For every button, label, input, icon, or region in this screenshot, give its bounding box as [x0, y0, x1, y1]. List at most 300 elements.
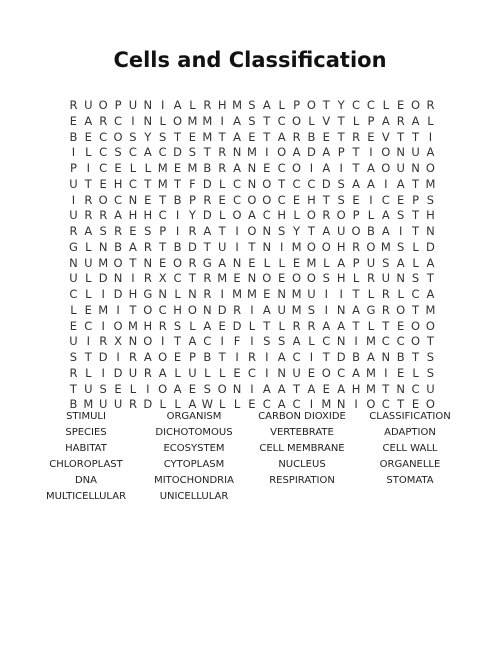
grid-letter[interactable]: S [203, 381, 211, 396]
grid-letter[interactable]: D [217, 302, 227, 317]
grid-letter[interactable]: R [203, 271, 212, 286]
grid-letter[interactable]: I [220, 334, 224, 349]
grid-letter[interactable]: T [263, 113, 271, 128]
grid-letter[interactable]: O [247, 192, 257, 207]
grid-letter[interactable]: C [352, 98, 361, 112]
grid-letter[interactable]: L [189, 318, 196, 333]
grid-letter[interactable]: T [129, 255, 137, 270]
grid-letter[interactable]: R [381, 302, 390, 317]
grid-letter[interactable]: F [189, 176, 196, 191]
grid-letter[interactable]: O [113, 318, 123, 333]
grid-letter[interactable]: D [98, 271, 108, 286]
grid-letter[interactable]: S [337, 192, 345, 207]
grid-letter[interactable]: A [277, 397, 286, 412]
grid-letter[interactable]: N [396, 145, 405, 160]
grid-letter[interactable]: N [262, 239, 272, 254]
grid-letter[interactable]: R [128, 397, 137, 412]
grid-letter[interactable]: A [233, 113, 241, 128]
grid-letter[interactable]: R [203, 287, 212, 301]
grid-letter[interactable]: R [203, 192, 212, 207]
grid-letter[interactable]: U [113, 397, 123, 412]
grid-letter[interactable]: D [173, 145, 182, 160]
grid-letter[interactable]: A [233, 129, 241, 144]
grid-letter[interactable]: N [203, 302, 212, 317]
grid-letter[interactable]: D [426, 239, 435, 254]
grid-letter[interactable]: C [158, 145, 167, 160]
grid-letter[interactable]: O [292, 113, 302, 128]
grid-letter[interactable]: N [143, 255, 153, 270]
grid-letter[interactable]: O [292, 271, 302, 286]
grid-letter[interactable]: E [114, 161, 122, 175]
grid-letter[interactable]: N [232, 255, 242, 270]
grid-letter[interactable]: M [202, 129, 213, 144]
grid-letter[interactable]: E [69, 318, 78, 333]
grid-letter[interactable]: D [143, 397, 153, 412]
grid-letter[interactable]: L [367, 287, 375, 301]
grid-letter[interactable]: U [69, 208, 78, 223]
grid-letter[interactable]: A [322, 161, 331, 175]
grid-letter[interactable]: T [412, 350, 420, 364]
grid-letter[interactable]: E [322, 129, 330, 144]
grid-letter[interactable]: N [381, 350, 391, 364]
grid-letter[interactable]: C [84, 318, 93, 333]
grid-letter[interactable]: D [232, 318, 242, 333]
grid-letter[interactable]: R [381, 287, 390, 301]
grid-letter[interactable]: I [86, 334, 91, 349]
grid-letter[interactable]: O [262, 271, 272, 286]
grid-letter[interactable]: U [69, 334, 78, 349]
grid-letter[interactable]: A [262, 98, 271, 112]
grid-letter[interactable]: V [381, 129, 390, 144]
grid-letter[interactable]: B [203, 161, 212, 175]
grid-letter[interactable]: L [129, 161, 137, 175]
grid-letter[interactable]: I [265, 365, 269, 380]
grid-letter[interactable]: M [425, 302, 436, 317]
grid-letter[interactable]: O [158, 381, 168, 396]
grid-letter[interactable]: D [321, 176, 331, 191]
grid-letter[interactable]: O [411, 318, 421, 333]
grid-letter[interactable]: O [262, 192, 272, 207]
grid-letter[interactable]: T [397, 397, 405, 412]
grid-letter[interactable]: E [129, 224, 137, 238]
grid-letter[interactable]: S [144, 224, 152, 238]
grid-letter[interactable]: N [336, 334, 346, 349]
grid-letter[interactable]: C [173, 271, 182, 286]
grid-letter[interactable]: A [84, 224, 93, 238]
grid-letter[interactable]: L [218, 397, 226, 412]
grid-letter[interactable]: T [159, 192, 167, 207]
grid-letter[interactable]: P [367, 113, 375, 128]
grid-letter[interactable]: R [99, 334, 108, 349]
grid-letter[interactable]: L [412, 239, 419, 254]
grid-letter[interactable]: A [188, 397, 197, 412]
grid-letter[interactable]: L [278, 255, 285, 270]
grid-letter[interactable]: N [396, 381, 405, 396]
grid-letter[interactable]: R [292, 129, 301, 144]
grid-letter[interactable]: R [366, 271, 375, 286]
grid-letter[interactable]: I [369, 192, 373, 207]
grid-letter[interactable]: O [232, 208, 242, 223]
grid-letter[interactable]: I [265, 350, 269, 364]
grid-letter[interactable]: T [159, 239, 167, 254]
grid-letter[interactable]: T [382, 318, 390, 333]
grid-letter[interactable]: U [84, 98, 93, 112]
grid-letter[interactable]: I [354, 334, 358, 349]
grid-letter[interactable]: P [114, 98, 122, 112]
grid-letter[interactable]: U [128, 98, 138, 112]
grid-letter[interactable]: A [233, 161, 241, 175]
grid-letter[interactable]: G [68, 239, 78, 254]
grid-letter[interactable]: T [84, 176, 92, 191]
grid-letter[interactable]: T [174, 176, 182, 191]
grid-letter[interactable]: E [411, 397, 420, 412]
grid-letter[interactable]: A [322, 318, 331, 333]
grid-letter[interactable]: E [352, 192, 360, 207]
grid-letter[interactable]: M [291, 302, 302, 317]
grid-letter[interactable]: U [98, 397, 108, 412]
grid-letter[interactable]: U [69, 271, 78, 286]
grid-letter[interactable]: N [336, 397, 346, 412]
grid-letter[interactable]: L [293, 208, 300, 223]
grid-letter[interactable]: Y [337, 98, 345, 112]
grid-letter[interactable]: R [233, 302, 242, 317]
grid-letter[interactable]: A [381, 113, 390, 128]
grid-letter[interactable]: E [173, 350, 182, 364]
grid-letter[interactable]: A [262, 302, 271, 317]
grid-letter[interactable]: T [84, 350, 92, 364]
grid-letter[interactable]: T [412, 208, 420, 223]
grid-letter[interactable]: D [202, 176, 212, 191]
grid-letter[interactable]: R [114, 224, 123, 238]
grid-letter[interactable]: E [84, 302, 92, 317]
grid-letter[interactable]: I [116, 350, 120, 364]
grid-letter[interactable]: E [248, 397, 256, 412]
grid-letter[interactable]: S [69, 350, 78, 364]
grid-letter[interactable]: O [366, 239, 376, 254]
grid-letter[interactable]: O [158, 350, 168, 364]
grid-letter[interactable]: L [159, 113, 166, 128]
grid-letter[interactable]: I [131, 271, 135, 286]
grid-letter[interactable]: D [113, 365, 123, 380]
grid-letter[interactable]: T [218, 350, 226, 364]
grid-letter[interactable]: E [322, 381, 330, 396]
grid-letter[interactable]: L [85, 365, 92, 380]
grid-letter[interactable]: E [69, 113, 78, 128]
grid-letter[interactable]: A [114, 208, 122, 223]
grid-letter[interactable]: I [101, 318, 105, 333]
grid-letter[interactable]: A [352, 176, 360, 191]
grid-letter[interactable]: N [426, 224, 435, 238]
grid-letter[interactable]: M [425, 176, 436, 191]
grid-letter[interactable]: P [337, 145, 345, 160]
grid-letter[interactable]: E [292, 255, 301, 270]
grid-letter[interactable]: C [277, 192, 286, 207]
grid-letter[interactable]: A [411, 113, 420, 128]
grid-letter[interactable]: T [337, 113, 345, 128]
grid-letter[interactable]: T [397, 129, 405, 144]
grid-letter[interactable]: I [384, 365, 388, 380]
grid-letter[interactable]: G [143, 287, 153, 301]
grid-letter[interactable]: W [201, 397, 213, 412]
grid-letter[interactable]: L [308, 113, 315, 128]
grid-letter[interactable]: E [114, 381, 122, 396]
grid-letter[interactable]: F [233, 334, 241, 349]
grid-letter[interactable]: A [307, 381, 316, 396]
grid-letter[interactable]: M [232, 98, 243, 112]
grid-letter[interactable]: R [247, 350, 256, 364]
grid-letter[interactable]: S [337, 176, 345, 191]
grid-letter[interactable]: M [365, 365, 376, 380]
grid-letter[interactable]: A [337, 381, 346, 396]
grid-letter[interactable]: O [173, 255, 183, 270]
grid-letter[interactable]: I [250, 381, 254, 396]
grid-letter[interactable]: S [263, 334, 271, 349]
grid-letter[interactable]: L [85, 271, 92, 286]
grid-letter[interactable]: N [277, 287, 286, 301]
grid-letter[interactable]: H [336, 239, 346, 254]
grid-letter[interactable]: T [203, 239, 211, 254]
grid-letter[interactable]: M [380, 239, 391, 254]
grid-letter[interactable]: C [381, 334, 390, 349]
grid-letter[interactable]: S [278, 224, 286, 238]
grid-letter[interactable]: S [397, 208, 405, 223]
grid-letter[interactable]: T [352, 287, 360, 301]
grid-letter[interactable]: S [411, 271, 420, 286]
grid-letter[interactable]: S [426, 192, 435, 207]
grid-letter[interactable]: L [352, 271, 360, 286]
grid-letter[interactable]: C [411, 381, 420, 396]
grid-letter[interactable]: T [174, 334, 182, 349]
grid-letter[interactable]: L [367, 208, 375, 223]
grid-letter[interactable]: L [263, 255, 271, 270]
grid-letter[interactable]: M [187, 113, 198, 128]
grid-letter[interactable]: I [324, 302, 329, 317]
grid-letter[interactable]: A [277, 350, 286, 364]
grid-letter[interactable]: S [129, 129, 137, 144]
grid-letter[interactable]: M [291, 287, 302, 301]
grid-letter[interactable]: O [98, 192, 108, 207]
grid-letter[interactable]: O [425, 397, 435, 412]
grid-letter[interactable]: M [202, 113, 213, 128]
grid-letter[interactable]: H [143, 318, 153, 333]
grid-letter[interactable]: P [159, 224, 167, 238]
grid-letter[interactable]: L [352, 113, 360, 128]
grid-letter[interactable]: E [292, 192, 301, 207]
grid-letter[interactable]: R [352, 239, 361, 254]
grid-letter[interactable]: A [173, 381, 182, 396]
grid-letter[interactable]: S [397, 239, 405, 254]
grid-letter[interactable]: R [307, 318, 316, 333]
grid-letter[interactable]: A [396, 255, 405, 270]
grid-letter[interactable]: A [426, 287, 435, 301]
grid-letter[interactable]: G [366, 302, 376, 317]
grid-letter[interactable]: U [426, 381, 435, 396]
grid-letter[interactable]: O [262, 176, 272, 191]
grid-letter[interactable]: T [129, 302, 137, 317]
grid-letter[interactable]: U [84, 381, 93, 396]
grid-letter[interactable]: O [321, 239, 331, 254]
grid-letter[interactable]: A [426, 255, 435, 270]
grid-letter[interactable]: O [306, 208, 316, 223]
grid-letter[interactable]: O [306, 239, 316, 254]
grid-letter[interactable]: H [128, 287, 138, 301]
grid-letter[interactable]: N [188, 287, 197, 301]
grid-letter[interactable]: O [306, 271, 316, 286]
grid-letter[interactable]: T [307, 224, 315, 238]
grid-letter[interactable]: C [366, 98, 375, 112]
grid-letter[interactable]: E [144, 192, 152, 207]
grid-letter[interactable]: R [143, 239, 152, 254]
grid-letter[interactable]: I [398, 224, 403, 238]
grid-letter[interactable]: T [352, 318, 360, 333]
grid-letter[interactable]: L [248, 318, 256, 333]
grid-letter[interactable]: R [84, 192, 93, 207]
grid-letter[interactable]: H [336, 271, 346, 286]
grid-letter[interactable]: O [113, 129, 123, 144]
grid-letter[interactable]: M [291, 239, 302, 254]
grid-letter[interactable]: T [352, 145, 360, 160]
grid-letter[interactable]: L [278, 98, 285, 112]
grid-letter[interactable]: O [411, 334, 421, 349]
grid-letter[interactable]: B [69, 397, 78, 412]
grid-letter[interactable]: T [144, 176, 152, 191]
grid-letter[interactable]: C [158, 302, 167, 317]
grid-letter[interactable]: E [99, 176, 107, 191]
grid-letter[interactable]: L [412, 365, 419, 380]
grid-letter[interactable]: P [352, 255, 360, 270]
grid-letter[interactable]: O [187, 302, 197, 317]
grid-letter[interactable]: E [263, 161, 271, 175]
grid-letter[interactable]: U [292, 365, 301, 380]
grid-letter[interactable]: O [425, 318, 435, 333]
grid-letter[interactable]: R [69, 98, 78, 112]
grid-letter[interactable]: O [321, 365, 331, 380]
grid-letter[interactable]: A [352, 302, 360, 317]
grid-letter[interactable]: I [71, 145, 76, 160]
grid-letter[interactable]: R [84, 208, 93, 223]
grid-letter[interactable]: E [188, 129, 197, 144]
grid-letter[interactable]: S [248, 113, 256, 128]
grid-letter[interactable]: T [412, 176, 420, 191]
grid-letter[interactable]: U [411, 145, 420, 160]
grid-letter[interactable]: A [188, 334, 197, 349]
grid-letter[interactable]: N [113, 271, 123, 286]
grid-letter[interactable]: R [99, 208, 108, 223]
grid-letter[interactable]: I [279, 239, 284, 254]
grid-letter[interactable]: L [129, 381, 137, 396]
grid-letter[interactable]: H [173, 302, 182, 317]
grid-letter[interactable]: E [397, 192, 405, 207]
grid-letter[interactable]: C [114, 113, 123, 128]
grid-letter[interactable]: N [247, 271, 257, 286]
grid-letter[interactable]: N [128, 334, 138, 349]
grid-letter[interactable]: H [277, 208, 287, 223]
grid-letter[interactable]: I [220, 287, 224, 301]
grid-letter[interactable]: C [292, 350, 301, 364]
grid-letter[interactable]: T [263, 129, 271, 144]
grid-letter[interactable]: I [116, 302, 120, 317]
grid-letter[interactable]: S [307, 302, 316, 317]
grid-letter[interactable]: S [159, 129, 167, 144]
grid-letter[interactable]: M [157, 161, 168, 175]
grid-letter[interactable]: M [246, 145, 257, 160]
grid-letter[interactable]: O [247, 224, 257, 238]
grid-letter[interactable]: G [202, 255, 212, 270]
grid-letter[interactable]: I [160, 98, 165, 112]
grid-letter[interactable]: T [426, 334, 434, 349]
grid-letter[interactable]: U [188, 365, 197, 380]
grid-letter[interactable]: N [128, 192, 138, 207]
grid-letter[interactable]: T [426, 271, 434, 286]
grid-letter[interactable]: E [307, 365, 316, 380]
grid-letter[interactable]: H [143, 208, 153, 223]
grid-letter[interactable]: R [143, 365, 152, 380]
grid-letter[interactable]: E [397, 98, 405, 112]
grid-letter[interactable]: B [173, 192, 182, 207]
grid-letter[interactable]: T [322, 98, 330, 112]
grid-letter[interactable]: A [84, 113, 93, 128]
grid-letter[interactable]: I [175, 208, 180, 223]
grid-letter[interactable]: A [352, 365, 360, 380]
grid-letter[interactable]: T [322, 350, 330, 364]
grid-letter[interactable]: M [98, 255, 109, 270]
grid-letter[interactable]: Y [293, 224, 301, 238]
grid-letter[interactable]: E [397, 365, 405, 380]
grid-letter[interactable]: T [382, 381, 390, 396]
grid-letter[interactable]: C [99, 129, 108, 144]
grid-letter[interactable]: L [189, 98, 196, 112]
grid-letter[interactable]: L [85, 287, 92, 301]
grid-letter[interactable]: A [337, 255, 346, 270]
grid-letter[interactable]: L [233, 397, 241, 412]
grid-letter[interactable]: C [292, 397, 301, 412]
grid-letter[interactable]: R [158, 318, 167, 333]
grid-letter[interactable]: N [336, 302, 346, 317]
grid-letter[interactable]: M [187, 161, 198, 175]
grid-letter[interactable]: C [233, 192, 242, 207]
grid-letter[interactable]: I [250, 334, 254, 349]
grid-letter[interactable]: S [188, 145, 197, 160]
grid-letter[interactable]: A [262, 381, 271, 396]
grid-letter[interactable]: E [278, 271, 286, 286]
grid-letter[interactable]: I [324, 287, 329, 301]
grid-letter[interactable]: S [426, 365, 435, 380]
grid-letter[interactable]: D [188, 239, 197, 254]
grid-letter[interactable]: T [69, 381, 77, 396]
grid-letter[interactable]: H [307, 192, 316, 207]
grid-letter[interactable]: E [263, 287, 271, 301]
grid-letter[interactable]: H [128, 208, 138, 223]
grid-letter[interactable]: C [233, 176, 242, 191]
grid-letter[interactable]: C [262, 397, 271, 412]
grid-letter[interactable]: C [292, 176, 301, 191]
grid-letter[interactable]: L [85, 239, 92, 254]
grid-letter[interactable]: L [382, 98, 390, 112]
grid-letter[interactable]: E [248, 129, 256, 144]
grid-letter[interactable]: R [188, 255, 197, 270]
grid-letter[interactable]: L [174, 397, 181, 412]
grid-letter[interactable]: R [203, 98, 212, 112]
grid-letter[interactable]: L [174, 365, 181, 380]
grid-letter[interactable]: I [220, 113, 224, 128]
grid-letter[interactable]: I [146, 381, 150, 396]
grid-letter[interactable]: T [188, 271, 196, 286]
grid-letter[interactable]: R [426, 98, 435, 112]
grid-letter[interactable]: M [365, 334, 376, 349]
grid-letter[interactable]: R [99, 113, 108, 128]
grid-letter[interactable]: A [322, 145, 331, 160]
grid-letter[interactable]: I [131, 113, 135, 128]
